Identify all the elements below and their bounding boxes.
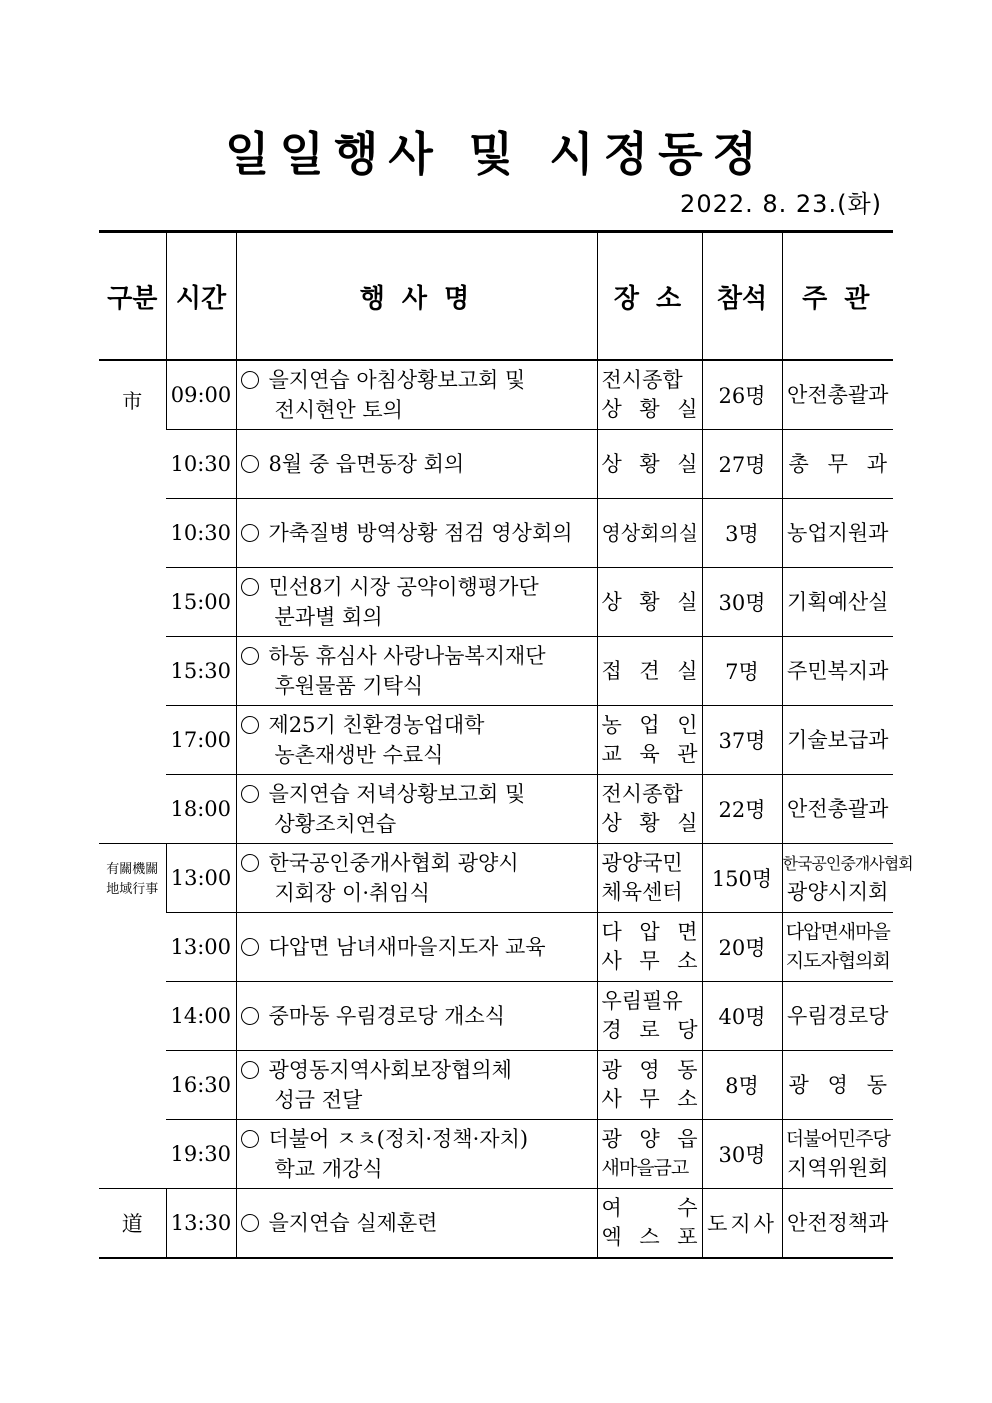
header-host: 주 관 [782, 232, 893, 361]
row-time: 19:30 [166, 1120, 236, 1189]
row-host: 안전총괄과 [782, 775, 893, 844]
row-host: 기술보급과 [782, 706, 893, 775]
row-count: 150명 [702, 844, 782, 913]
row-event: 을지연습 저녁상황보고회 및 상황조치연습 [236, 775, 597, 844]
row-host: 우림경로당 [782, 982, 893, 1051]
bullet-circle-icon [241, 524, 259, 542]
row-place: 우림필유 경 로 당 [597, 982, 702, 1051]
row-event: 8월 중 읍면동장 회의 [236, 430, 597, 499]
row-host: 안전정책과 [782, 1189, 893, 1259]
group-related: 有關機關 地域行事 [99, 844, 166, 1189]
row-place: 광 영 동 사 무 소 [597, 1051, 702, 1120]
row-time: 14:00 [166, 982, 236, 1051]
row-event: 가축질병 방역상황 점검 영상회의 [236, 499, 597, 568]
row-count: 3명 [702, 499, 782, 568]
row-event: 을지연습 실제훈련 [236, 1189, 597, 1259]
row-host: 총 무 과 [782, 430, 893, 499]
bullet-circle-icon [241, 854, 259, 872]
row-time: 15:30 [166, 637, 236, 706]
bullet-circle-icon [241, 647, 259, 665]
table-row [99, 499, 893, 568]
row-host: 안전총괄과 [782, 360, 893, 430]
row-place: 광양국민 체육센터 [597, 844, 702, 913]
table-row [99, 706, 893, 775]
row-event: 민선8기 시장 공약이행평가단 분과별 회의 [236, 568, 597, 637]
row-place: 상 황 실 [597, 568, 702, 637]
row-host: 다압면새마을 지도자협의회 [782, 913, 893, 982]
row-host: 한국공인중개사협회 광양시지회 [782, 844, 893, 913]
bullet-circle-icon [241, 1130, 259, 1148]
row-place: 농 업 인 교 육 관 [597, 706, 702, 775]
table-row [99, 1120, 893, 1189]
bullet-circle-icon [241, 578, 259, 596]
table-row [99, 637, 893, 706]
row-place: 전시종합 상 황 실 [597, 360, 702, 430]
row-time: 15:00 [166, 568, 236, 637]
row-event: 한국공인중개사협회 광양시 지회장 이·취임식 [236, 844, 597, 913]
row-event: 다압면 남녀새마을지도자 교육 [236, 913, 597, 982]
row-time: 16:30 [166, 1051, 236, 1120]
bullet-circle-icon [241, 716, 259, 734]
group-province: 道 [99, 1189, 166, 1259]
row-event: 중마동 우림경로당 개소식 [236, 982, 597, 1051]
report-date: 2022. 8. 23.(화) [680, 190, 882, 218]
bullet-circle-icon [241, 455, 259, 473]
header-row [99, 232, 893, 361]
row-count: 37명 [702, 706, 782, 775]
row-count: 20명 [702, 913, 782, 982]
row-count: 30명 [702, 1120, 782, 1189]
schedule-table [99, 230, 913, 1259]
row-time: 13:00 [166, 913, 236, 982]
row-host: 광 영 동 [782, 1051, 893, 1120]
row-place: 영상회의실 [597, 499, 702, 568]
row-count: 8명 [702, 1051, 782, 1120]
header-event: 행 사 명 [236, 232, 597, 361]
table-row [99, 1189, 893, 1259]
table-row [99, 982, 893, 1051]
table-row [99, 360, 893, 430]
bullet-circle-icon [241, 1214, 259, 1232]
row-place: 전시종합 상 황 실 [597, 775, 702, 844]
row-time: 09:00 [166, 360, 236, 430]
table-row [99, 844, 893, 913]
row-time: 13:30 [166, 1189, 236, 1259]
row-count: 27명 [702, 430, 782, 499]
table-row [99, 1051, 893, 1120]
row-event: 광영동지역사회보장협의체 성금 전달 [236, 1051, 597, 1120]
row-time: 10:30 [166, 430, 236, 499]
bullet-circle-icon [241, 1061, 259, 1079]
bullet-circle-icon [241, 938, 259, 956]
row-place: 광 양 읍 새마을금고 [597, 1120, 702, 1189]
row-event: 하동 휴심사 사랑나눔복지재단 후원물품 기탁식 [236, 637, 597, 706]
row-host: 농업지원과 [782, 499, 893, 568]
row-count: 22명 [702, 775, 782, 844]
table-row [99, 430, 893, 499]
row-count: 30명 [702, 568, 782, 637]
group-city: 市 [99, 360, 166, 844]
row-count: 40명 [702, 982, 782, 1051]
bullet-circle-icon [241, 785, 259, 803]
header-place: 장 소 [597, 232, 702, 361]
row-place: 접 견 실 [597, 637, 702, 706]
row-event: 제25기 친환경농업대학 농촌재생반 수료식 [236, 706, 597, 775]
table-row [99, 568, 893, 637]
row-time: 18:00 [166, 775, 236, 844]
row-event: 을지연습 아침상황보고회 및 전시현안 토의 [236, 360, 597, 430]
row-count: 7명 [702, 637, 782, 706]
header-attend: 참석 [702, 232, 782, 361]
bullet-circle-icon [241, 371, 259, 389]
table-row [99, 775, 893, 844]
row-place: 여 수 엑 스 포 [597, 1189, 702, 1259]
row-event: 더불어 ㅈㅊ(정치·정책·자치) 학교 개강식 [236, 1120, 597, 1189]
row-count: 도지사 [702, 1189, 782, 1259]
header-time: 시간 [166, 232, 236, 361]
row-time: 17:00 [166, 706, 236, 775]
header-group: 구분 [99, 232, 166, 361]
row-time: 13:00 [166, 844, 236, 913]
row-place: 상 황 실 [597, 430, 702, 499]
page-title: 일일행사 및 시정동정 [225, 127, 767, 181]
bullet-circle-icon [241, 1007, 259, 1025]
row-time: 10:30 [166, 499, 236, 568]
row-host: 더불어민주당 지역위원회 [782, 1120, 893, 1189]
row-host: 기획예산실 [782, 568, 893, 637]
row-count: 26명 [702, 360, 782, 430]
row-place: 다 압 면 사 무 소 [597, 913, 702, 982]
table-row [99, 913, 893, 982]
row-host: 주민복지과 [782, 637, 893, 706]
